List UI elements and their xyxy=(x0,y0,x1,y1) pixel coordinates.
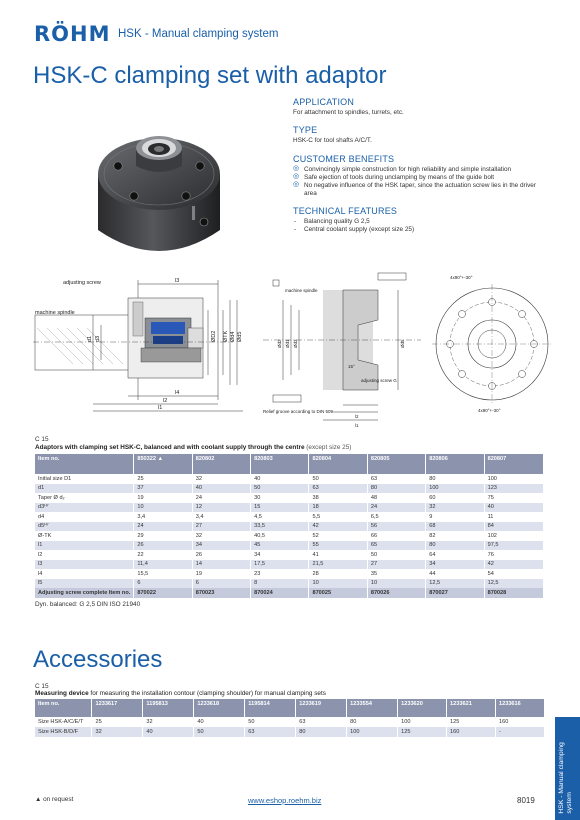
table-cell: 80 xyxy=(347,717,398,727)
row-label: d1 xyxy=(35,484,134,494)
table-cell: 870025 xyxy=(309,588,367,598)
roehm-logo: RÖHM xyxy=(34,22,111,46)
table-cell: 35 xyxy=(367,569,425,579)
table-cell: 50 xyxy=(309,474,367,484)
relief-groove-label: Relief groove according to DIN 509 xyxy=(263,409,334,414)
table-cell: 80 xyxy=(426,541,484,551)
spec-table-caption-bold: Adaptors with clamping set HSK-C, balanced and with coolant supply through the centre xyxy=(35,444,305,451)
accessories-table xyxy=(35,699,545,737)
table-cell: 26 xyxy=(134,541,192,551)
table-row xyxy=(35,550,544,560)
row-label: d3ᴴ⁷ xyxy=(35,503,134,513)
table-cell: 41 xyxy=(309,550,367,560)
spec-table-caption-note: (except size 25) xyxy=(306,444,352,451)
side-tab xyxy=(555,717,580,820)
column-header-item-no: 1233616 xyxy=(495,699,544,717)
table-row xyxy=(35,560,544,570)
table-cell: 160 xyxy=(447,727,496,737)
accessories-header-row xyxy=(35,699,545,717)
table-cell: 8 xyxy=(251,579,309,589)
table-cell: 5,5 xyxy=(309,512,367,522)
table-cell: 100 xyxy=(347,727,398,737)
column-header-item-no: 820807 xyxy=(484,454,543,474)
table-row xyxy=(35,727,545,737)
svg-text:l2: l2 xyxy=(163,398,168,404)
column-header-item-no: 1233554 xyxy=(347,699,398,717)
table-cell: 60 xyxy=(426,493,484,503)
spec-table-code: C 15 xyxy=(35,436,49,443)
table-cell: 29 xyxy=(134,531,192,541)
machine-spindle-label: machine spindle xyxy=(35,310,75,316)
svg-text:15°: 15° xyxy=(348,364,355,369)
benefits-list xyxy=(293,166,543,198)
product-photo xyxy=(92,122,226,264)
table-cell: 26 xyxy=(192,550,250,560)
header-subtitle: HSK - Manual clamping system xyxy=(118,28,279,40)
list-item: ◎ Convincingly simple construction for high reliability and simple installation xyxy=(293,166,543,174)
table-cell: 42 xyxy=(309,522,367,532)
angle-top-label: 4x90°+-30° xyxy=(450,275,473,280)
table-cell: 6,5 xyxy=(367,512,425,522)
table-cell: 19 xyxy=(134,493,192,503)
table-cell: 97,5 xyxy=(484,541,543,551)
table-cell: 63 xyxy=(367,474,425,484)
table-cell: 3,4 xyxy=(134,512,192,522)
svg-text:l4: l4 xyxy=(175,390,180,396)
table-cell: 34 xyxy=(192,541,250,551)
svg-text:l2: l2 xyxy=(355,414,359,419)
table-cell: 40 xyxy=(251,474,309,484)
table-cell: 870022 xyxy=(134,588,192,598)
column-header-item-no: 1195814 xyxy=(245,699,296,717)
row-label: d4 xyxy=(35,512,134,522)
table-cell: 34 xyxy=(251,550,309,560)
table-cell: 27 xyxy=(192,522,250,532)
table-cell: 40 xyxy=(192,484,250,494)
table-cell: 44 xyxy=(426,569,484,579)
table-cell: 12,5 xyxy=(426,579,484,589)
svg-text:l3: l3 xyxy=(175,278,180,284)
spec-table-header-row xyxy=(35,454,544,474)
adjusting-screw-g-label: adjusting screw G xyxy=(361,378,397,383)
table-cell: 54 xyxy=(484,569,543,579)
row-label: l4 xyxy=(35,569,134,579)
balancing-note: Dyn. balanced: G 2,5 DIN ISO 21940 xyxy=(35,601,141,608)
table-cell: 65 xyxy=(367,541,425,551)
table-cell: 30 xyxy=(251,493,309,503)
table-cell: - xyxy=(495,727,544,737)
info-block xyxy=(293,97,543,242)
svg-text:Ød1: Ød1 xyxy=(285,339,290,348)
table-cell: 34 xyxy=(426,560,484,570)
column-header-item-no: 820802 xyxy=(192,454,250,474)
table-cell: 3,4 xyxy=(192,512,250,522)
svg-text:Ød2: Ød2 xyxy=(277,339,282,348)
table-cell: 21,5 xyxy=(309,560,367,570)
table-cell: 870027 xyxy=(426,588,484,598)
table-cell: 42 xyxy=(484,560,543,570)
table-cell: 9 xyxy=(426,512,484,522)
row-label: Size HSK-B/D/F xyxy=(35,727,92,737)
table-cell: 32 xyxy=(92,727,143,737)
spec-table-caption xyxy=(35,444,351,451)
table-cell: 12 xyxy=(192,503,250,513)
table-cell: 50 xyxy=(367,550,425,560)
table-cell: 32 xyxy=(192,474,250,484)
table-cell: 25 xyxy=(92,717,143,727)
column-header-label: Item no. xyxy=(35,699,92,717)
svg-text:machine spindle: machine spindle xyxy=(285,288,318,293)
column-header-item-no: 820803 xyxy=(251,454,309,474)
flange-view-drawing xyxy=(428,272,556,424)
table-row xyxy=(35,569,544,579)
table-cell: 870026 xyxy=(367,588,425,598)
table-cell: 40,5 xyxy=(251,531,309,541)
table-cell: 82 xyxy=(426,531,484,541)
column-header-item-no: 820804 xyxy=(309,454,367,474)
svg-text:ØTK: ØTK xyxy=(223,330,229,342)
side-tab-label: HSK - Manual clamping system xyxy=(558,742,573,814)
table-row xyxy=(35,531,544,541)
svg-text:d1: d1 xyxy=(87,335,93,342)
table-cell: 18 xyxy=(309,503,367,513)
svg-text:l1: l1 xyxy=(355,423,359,428)
table-cell: 17,5 xyxy=(251,560,309,570)
table-cell: 4,5 xyxy=(251,512,309,522)
list-item: - Central coolant supply (except size 25) xyxy=(293,226,543,234)
table-cell: 25 xyxy=(134,474,192,484)
table-cell: 6 xyxy=(134,579,192,589)
column-header-item-no: 1233617 xyxy=(92,699,143,717)
svg-text:l1: l1 xyxy=(158,405,163,411)
table-cell: 33,5 xyxy=(251,522,309,532)
row-label: l2 xyxy=(35,550,134,560)
eshop-link[interactable]: www.eshop.roehm.biz xyxy=(248,796,322,805)
contour-drawing xyxy=(263,270,421,430)
row-label: Adjusting screw complete Item no. xyxy=(35,588,134,598)
table-cell: 80 xyxy=(296,727,347,737)
table-cell: 76 xyxy=(484,550,543,560)
application-text: For attachment to spindles, turrets, etc. xyxy=(293,109,404,116)
table-cell: 48 xyxy=(367,493,425,503)
svg-text:Ød5: Ød5 xyxy=(400,339,405,348)
table-cell: 63 xyxy=(309,484,367,494)
table-cell: 100 xyxy=(484,474,543,484)
table-cell: 32 xyxy=(143,717,194,727)
table-cell: 15 xyxy=(251,503,309,513)
table-cell: 45 xyxy=(251,541,309,551)
table-footer-row xyxy=(35,588,544,598)
list-item: ◎ Safe ejection of tools during unclamping by means of the guide bolt xyxy=(293,174,543,182)
svg-text:d3: d3 xyxy=(95,335,101,342)
table-cell: 12,5 xyxy=(484,579,543,589)
column-header-item-no: 1233621 xyxy=(447,699,496,717)
table-cell: 10 xyxy=(367,579,425,589)
features-list xyxy=(293,218,543,234)
table-cell: 38 xyxy=(309,493,367,503)
table-cell: 125 xyxy=(398,727,447,737)
page-number: 8019 xyxy=(517,796,535,805)
page-title: HSK-C clamping set with adaptor xyxy=(33,62,387,89)
table-cell: 15,5 xyxy=(134,569,192,579)
table-cell: 27 xyxy=(367,560,425,570)
table-cell: 11,4 xyxy=(134,560,192,570)
row-label: l5 xyxy=(35,579,134,589)
row-label: Taper Ø d₂ xyxy=(35,493,134,503)
table-row xyxy=(35,474,544,484)
adjusting-screw-label: adjusting screw xyxy=(63,280,101,286)
table-cell: 40 xyxy=(143,727,194,737)
row-label: l3 xyxy=(35,560,134,570)
column-header-item-no: 1195813 xyxy=(143,699,194,717)
table-row xyxy=(35,579,544,589)
accessories-caption-bold: Measuring device xyxy=(35,690,89,697)
benefits-heading: CUSTOMER BENEFITS xyxy=(293,153,395,164)
table-row xyxy=(35,717,545,727)
table-row xyxy=(35,503,544,513)
features-heading: TECHNICAL FEATURES xyxy=(293,205,398,216)
row-label: d5ᴴ⁷ xyxy=(35,522,134,532)
table-row xyxy=(35,522,544,532)
table-cell: 56 xyxy=(367,522,425,532)
row-label: Ø-TK xyxy=(35,531,134,541)
table-cell: 40 xyxy=(194,717,245,727)
table-cell: 50 xyxy=(194,727,245,737)
table-cell: 63 xyxy=(296,717,347,727)
table-cell: 24 xyxy=(367,503,425,513)
table-cell: 75 xyxy=(484,493,543,503)
column-header-item-no: 1233618 xyxy=(194,699,245,717)
table-cell: 63 xyxy=(245,727,296,737)
table-cell: 102 xyxy=(484,531,543,541)
column-header-item-no: 820805 xyxy=(367,454,425,474)
table-cell: 24 xyxy=(192,493,250,503)
section-drawing xyxy=(33,270,259,420)
table-cell: 100 xyxy=(426,484,484,494)
table-cell: 125 xyxy=(447,717,496,727)
table-cell: 11 xyxy=(484,512,543,522)
table-row xyxy=(35,493,544,503)
list-item: ◎ No negative influence of the HSK taper, since the actuation screw lies in the driver area xyxy=(293,182,543,198)
table-cell: 100 xyxy=(398,717,447,727)
accessories-code: C 15 xyxy=(35,683,49,690)
table-cell: 22 xyxy=(134,550,192,560)
table-row xyxy=(35,512,544,522)
table-cell: 10 xyxy=(134,503,192,513)
table-cell: 52 xyxy=(309,531,367,541)
table-cell: 19 xyxy=(192,569,250,579)
accessories-caption xyxy=(35,690,326,697)
type-text: HSK-C for tool shafts A/C/T. xyxy=(293,137,372,145)
angle-bottom-label: 4x90°+-30° xyxy=(478,408,501,413)
svg-text:Ød3: Ød3 xyxy=(293,339,298,348)
row-label: Size HSK-A/C/E/T xyxy=(35,717,92,727)
application-heading: APPLICATION xyxy=(293,97,355,107)
svg-text:ØD2: ØD2 xyxy=(211,330,217,342)
table-cell: 6 xyxy=(192,579,250,589)
column-header-item-no: 850322 ▲ xyxy=(134,454,192,474)
column-header-item-no: 820806 xyxy=(426,454,484,474)
table-cell: 870023 xyxy=(192,588,250,598)
table-row xyxy=(35,484,544,494)
table-cell: 123 xyxy=(484,484,543,494)
svg-text:Ød4: Ød4 xyxy=(230,331,236,342)
table-cell: 24 xyxy=(134,522,192,532)
accessories-title: Accessories xyxy=(33,646,163,673)
table-cell: 80 xyxy=(426,474,484,484)
table-cell: 50 xyxy=(251,484,309,494)
column-header-item-no: 1233619 xyxy=(296,699,347,717)
table-cell: 37 xyxy=(134,484,192,494)
spec-table xyxy=(35,454,544,598)
row-label: Initial size D1 xyxy=(35,474,134,484)
column-header-item-no: 1233620 xyxy=(398,699,447,717)
type-heading: TYPE xyxy=(293,125,318,136)
table-cell: 870024 xyxy=(251,588,309,598)
accessories-caption-rest: for measuring the installation contour (clamping shoulder) for manual clamping sets xyxy=(88,690,326,697)
list-item: - Balancing quality G 2,5 xyxy=(293,218,543,226)
table-cell: 84 xyxy=(484,522,543,532)
column-header-label: Item no. xyxy=(35,454,134,474)
table-cell: 23 xyxy=(251,569,309,579)
svg-text:Ød5: Ød5 xyxy=(237,331,243,342)
table-cell: 32 xyxy=(192,531,250,541)
table-cell: 64 xyxy=(426,550,484,560)
row-label: l1 xyxy=(35,541,134,551)
table-cell: 40 xyxy=(484,503,543,513)
table-cell: 32 xyxy=(426,503,484,513)
table-cell: 160 xyxy=(495,717,544,727)
on-request-note: ▲ on request xyxy=(35,796,74,803)
table-cell: 66 xyxy=(367,531,425,541)
table-cell: 50 xyxy=(245,717,296,727)
table-cell: 80 xyxy=(367,484,425,494)
table-cell: 55 xyxy=(309,541,367,551)
table-cell: 14 xyxy=(192,560,250,570)
table-cell: 870028 xyxy=(484,588,543,598)
table-row xyxy=(35,541,544,551)
table-cell: 28 xyxy=(309,569,367,579)
table-cell: 68 xyxy=(426,522,484,532)
table-cell: 10 xyxy=(309,579,367,589)
